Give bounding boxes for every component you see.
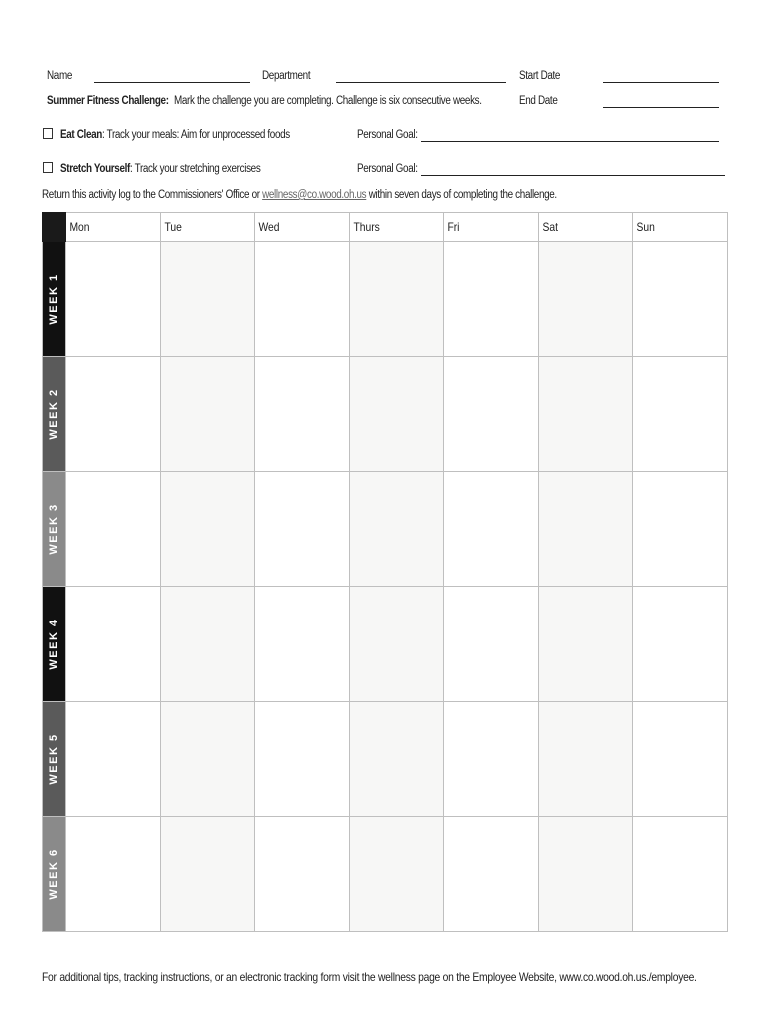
end-date-label: End Date bbox=[519, 95, 558, 107]
week-label-2: WEEK 2 bbox=[43, 357, 66, 472]
stretch-yourself-description: : Track your stretching exercises bbox=[129, 163, 261, 175]
day-cell[interactable] bbox=[255, 472, 350, 587]
day-cell[interactable] bbox=[255, 702, 350, 817]
challenge-title: Summer Fitness Challenge: bbox=[47, 95, 169, 107]
eat-clean-title: Eat Clean bbox=[60, 129, 102, 141]
day-cell[interactable] bbox=[160, 817, 255, 932]
end-date-field[interactable] bbox=[603, 97, 719, 108]
day-cell[interactable] bbox=[633, 357, 728, 472]
week-label-1: WEEK 1 bbox=[43, 242, 66, 357]
day-cell[interactable] bbox=[349, 702, 444, 817]
day-cell[interactable] bbox=[444, 817, 539, 932]
day-cell[interactable] bbox=[633, 587, 728, 702]
day-cell[interactable] bbox=[349, 357, 444, 472]
start-date-field[interactable] bbox=[603, 72, 719, 83]
activity-log-table bbox=[42, 212, 728, 932]
day-cell[interactable] bbox=[255, 357, 350, 472]
day-cell[interactable] bbox=[538, 242, 633, 357]
day-cell[interactable] bbox=[538, 472, 633, 587]
day-header-thurs: Thurs bbox=[349, 213, 444, 242]
week-row-6 bbox=[43, 817, 728, 932]
day-cell[interactable] bbox=[160, 357, 255, 472]
eat-clean-goal-label: Personal Goal: bbox=[357, 129, 418, 141]
day-header-tue: Tue bbox=[160, 213, 255, 242]
day-cell[interactable] bbox=[633, 242, 728, 357]
day-cell[interactable] bbox=[349, 472, 444, 587]
day-cell[interactable] bbox=[444, 357, 539, 472]
day-cell[interactable] bbox=[444, 587, 539, 702]
day-cell[interactable] bbox=[633, 702, 728, 817]
stretch-yourself-title: Stretch Yourself bbox=[60, 163, 130, 175]
wellness-email-link[interactable]: wellness@co.wood.oh.us bbox=[262, 189, 367, 201]
day-header-fri: Fri bbox=[444, 213, 539, 242]
day-header-wed: Wed bbox=[255, 213, 350, 242]
stretch-yourself-option bbox=[60, 162, 260, 176]
day-cell[interactable] bbox=[66, 357, 161, 472]
week-row-4 bbox=[43, 587, 728, 702]
eat-clean-checkbox[interactable] bbox=[43, 128, 53, 139]
week-label-6: WEEK 6 bbox=[43, 817, 66, 932]
day-cell[interactable] bbox=[66, 587, 161, 702]
day-cell[interactable] bbox=[255, 817, 350, 932]
eat-clean-goal-field[interactable] bbox=[421, 131, 719, 142]
day-cell[interactable] bbox=[538, 357, 633, 472]
day-cell[interactable] bbox=[160, 702, 255, 817]
week-label-4: WEEK 4 bbox=[43, 587, 66, 702]
department-field[interactable] bbox=[336, 72, 506, 83]
day-cell[interactable] bbox=[349, 587, 444, 702]
day-header-sat: Sat bbox=[538, 213, 633, 242]
day-header-row bbox=[43, 213, 728, 242]
stretch-yourself-goal-label: Personal Goal: bbox=[357, 163, 418, 175]
day-cell[interactable] bbox=[160, 587, 255, 702]
day-cell[interactable] bbox=[160, 242, 255, 357]
day-cell[interactable] bbox=[349, 242, 444, 357]
week-row-3 bbox=[43, 472, 728, 587]
stretch-yourself-checkbox[interactable] bbox=[43, 162, 53, 173]
day-cell[interactable] bbox=[538, 817, 633, 932]
eat-clean-option bbox=[60, 128, 290, 142]
challenge-instructions: Mark the challenge you are completing. Challenge is six consecutive weeks. bbox=[174, 95, 482, 107]
day-cell[interactable] bbox=[633, 817, 728, 932]
day-cell[interactable] bbox=[66, 242, 161, 357]
week-label-3: WEEK 3 bbox=[43, 472, 66, 587]
day-cell[interactable] bbox=[255, 242, 350, 357]
name-field[interactable] bbox=[94, 72, 250, 83]
day-cell[interactable] bbox=[66, 702, 161, 817]
day-cell[interactable] bbox=[349, 817, 444, 932]
day-cell[interactable] bbox=[444, 472, 539, 587]
eat-clean-description: : Track your meals: Aim for unprocessed foods bbox=[101, 129, 290, 141]
return-instructions bbox=[42, 188, 557, 202]
name-label: Name bbox=[47, 70, 73, 82]
day-cell[interactable] bbox=[444, 702, 539, 817]
day-cell[interactable] bbox=[538, 587, 633, 702]
department-label: Department bbox=[262, 70, 311, 82]
day-header-mon: Mon bbox=[66, 213, 161, 242]
return-text-after: within seven days of completing the challenge. bbox=[366, 189, 557, 201]
day-cell[interactable] bbox=[633, 472, 728, 587]
footer-note: For additional tips, tracking instructions, or an electronic tracking form visit the wellness page on the Employee Website, www.co.wood.oh.us./employee. bbox=[42, 970, 697, 984]
week-row-2 bbox=[43, 357, 728, 472]
day-header-sun: Sun bbox=[633, 213, 728, 242]
week-row-1 bbox=[43, 242, 728, 357]
day-cell[interactable] bbox=[444, 242, 539, 357]
day-cell[interactable] bbox=[160, 472, 255, 587]
start-date-label: Start Date bbox=[519, 70, 561, 82]
day-cell[interactable] bbox=[255, 587, 350, 702]
day-cell[interactable] bbox=[66, 817, 161, 932]
week-row-5 bbox=[43, 702, 728, 817]
day-cell[interactable] bbox=[66, 472, 161, 587]
return-text-before: Return this activity log to the Commissioners' Office or bbox=[42, 189, 263, 201]
day-cell[interactable] bbox=[538, 702, 633, 817]
week-label-5: WEEK 5 bbox=[43, 702, 66, 817]
stretch-yourself-goal-field[interactable] bbox=[421, 165, 725, 176]
table-corner bbox=[43, 213, 66, 242]
